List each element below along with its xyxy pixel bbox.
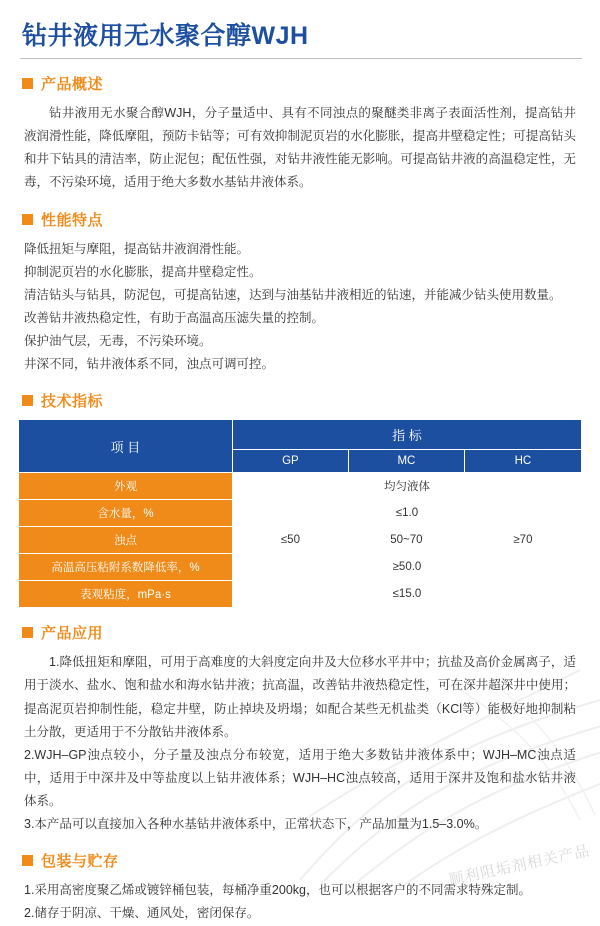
- header-grade-mc: MC: [348, 450, 464, 473]
- section-title-features: 性能特点: [41, 211, 104, 229]
- bullet-square-icon: [22, 214, 33, 225]
- section-title-specs: 技术指标: [41, 393, 104, 411]
- section-header-features: [22, 209, 582, 230]
- row-label: 含水量，%: [19, 500, 233, 527]
- row-value-mc: 50~70: [348, 527, 464, 554]
- row-label: 高温高压粘附系数降低率，%: [19, 554, 233, 581]
- paragraph: 改善钻井液热稳定性，有助于高温高压滤失量的控制。: [24, 310, 325, 325]
- watermark-text: 顺利阻垢剂相关产品: [447, 842, 592, 889]
- header-grade-gp: GP: [232, 450, 348, 473]
- paragraph: 井深不同，钻井液体系不同，浊点可调可控。: [24, 357, 275, 372]
- title-divider: [20, 58, 582, 59]
- bullet-square-icon: [22, 627, 33, 638]
- row-value-gp: ≤50: [232, 527, 348, 554]
- row-value: ≥50.0: [232, 554, 581, 581]
- paragraph: 2.储存于阴凉、干燥、通风处，密闭保存。: [24, 906, 260, 921]
- paragraph: 1.采用高密度聚乙烯或镀锌桶包装，每桶净重200kg，也可以根据客户的不同需求特殊定制。: [24, 883, 531, 898]
- paragraph: 抑制泥页岩的水化膨胀，提高井壁稳定性。: [24, 264, 262, 279]
- row-value: ≤1.0: [232, 500, 581, 527]
- section-header-overview: [22, 73, 582, 94]
- paragraph: 钻井液用无水聚合醇WJH，分子量适中、具有不同浊点的聚醚类非离子表面活性剂，提高钻井液润滑性能，降低摩阻，预防卡钻等；可有效抑制泥页岩的水化膨胀，提高井壁稳定性；可提高钻头和井下钻具的清洁率，防止泥包；配伍性强，对钻井液性能无影响。可提高钻井液的高温稳定性，无毒，不污染环境，适用于绝大多数水基钻井液体系。: [24, 106, 576, 190]
- row-value: 均匀液体: [232, 473, 581, 500]
- row-label: 表观粘度，mPa·s: [19, 581, 233, 608]
- section-body-features: [24, 238, 576, 377]
- paragraph: 2.WJH–GP浊点较小，分子量及浊点分布较宽，适用于绝大多数钻井液体系中；WJH–MC浊点适中，适用于中深井及中等盐度以上钻井液体系；WJH–HC浊点较高，适用于深井及饱和盐水钻井液体系。: [24, 747, 576, 808]
- section-title-packaging: 包装与贮存: [41, 853, 119, 871]
- table-row: [19, 581, 582, 608]
- section-title-application: 产品应用: [41, 625, 104, 643]
- section-body-overview: [24, 102, 576, 195]
- section-header-specs: [22, 390, 582, 411]
- bullet-square-icon: [22, 855, 33, 866]
- paragraph: 清洁钻头与钻具，防泥包，可提高钻速，达到与油基钻井液相近的钻速，并能减少钻头使用数量。: [24, 287, 562, 302]
- row-value-hc: ≥70: [464, 527, 581, 554]
- spec-table: [18, 419, 582, 608]
- section-header-application: [22, 622, 582, 643]
- section-header-packaging: [22, 850, 582, 871]
- page-title: 钻井液用无水聚合醇WJH: [22, 22, 309, 50]
- table-row: [19, 554, 582, 581]
- table-row-header: [19, 420, 582, 450]
- paragraph: 1.降低扭矩和摩阻，可用于高难度的大斜度定向井及大位移水平井中；抗盐及高价金属离子，适用于淡水、盐水、饱和盐水和海水钻井液；抗高温，改善钻井液热稳定性，可在深井超深井中使用；提高泥页岩抑制性能，稳定井壁，防止掉块及坍塌；如配合某些无机盐类（KCl等）能极好地抑制粘土分散，更适用于不分散钻井液体系。: [24, 655, 576, 739]
- bullet-square-icon: [22, 78, 33, 89]
- header-index: 指 标: [232, 420, 581, 450]
- bullet-square-icon: [22, 395, 33, 406]
- row-value: ≤15.0: [232, 581, 581, 608]
- row-label: 浊点: [19, 527, 233, 554]
- section-body-packaging: [24, 879, 576, 925]
- header-item: 项 目: [19, 420, 233, 473]
- header-grade-hc: HC: [464, 450, 581, 473]
- row-label: 外观: [19, 473, 233, 500]
- paragraph: 保护油气层，无毒，不污染环境。: [24, 334, 212, 348]
- section-body-application: [24, 651, 576, 836]
- paragraph: 降低扭矩与摩阻，提高钻井液润滑性能。: [24, 241, 250, 256]
- table-row: [19, 527, 582, 554]
- paragraph: 3.本产品可以直接加入各种水基钻井液体系中，正常状态下，产品加量为1.5–3.0%。: [24, 817, 488, 832]
- table-row: [19, 500, 582, 527]
- table-row: [19, 473, 582, 500]
- section-title-overview: 产品概述: [41, 76, 104, 93]
